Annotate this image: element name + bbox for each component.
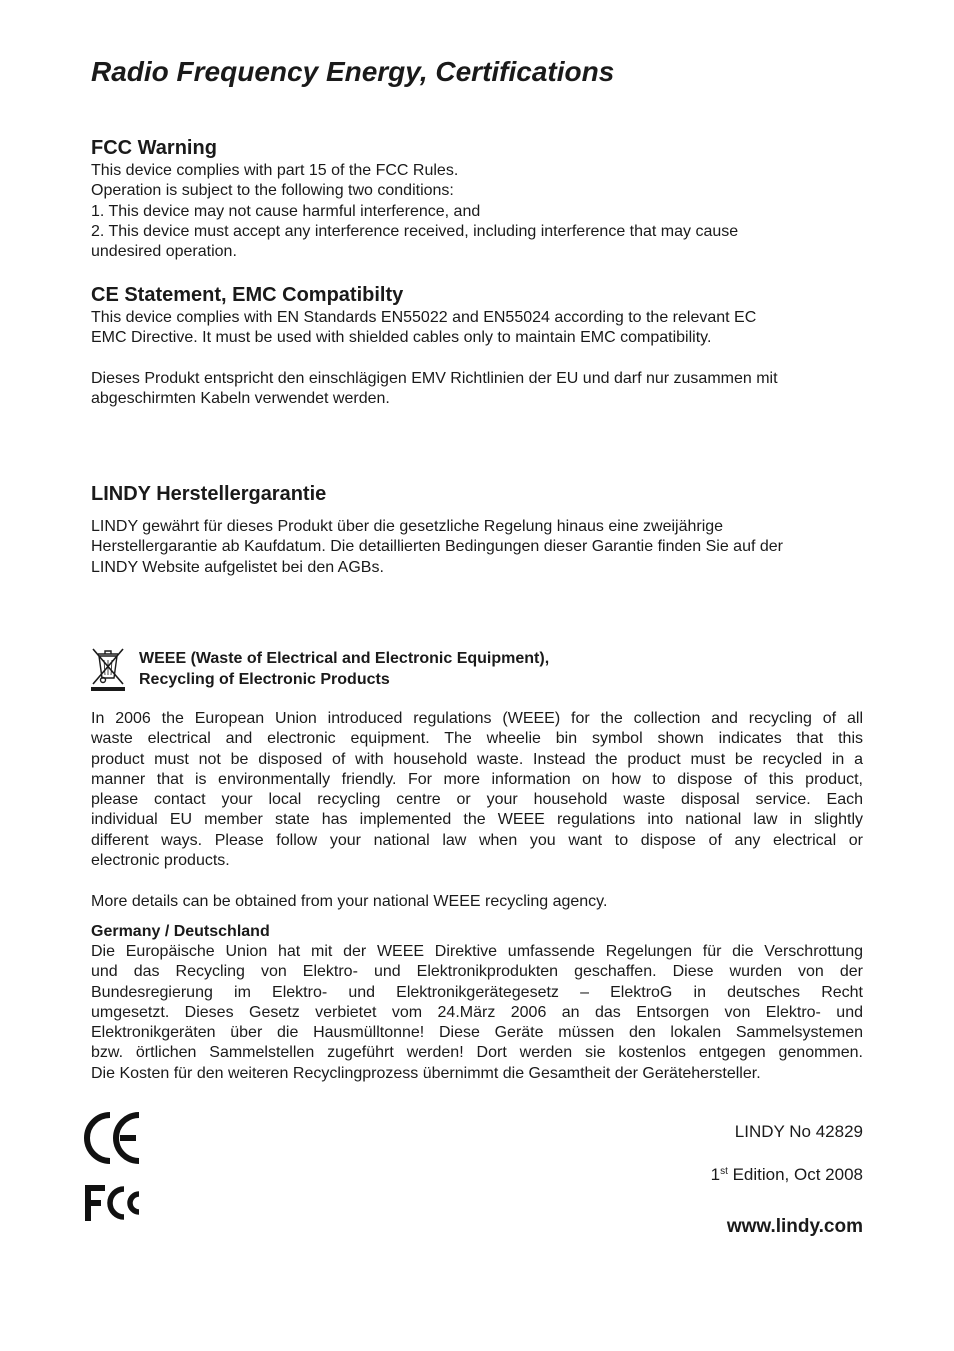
weee-title-line: WEEE (Waste of Electrical and Electronic Equipment), — [139, 650, 550, 667]
warranty-heading: LINDY Herstellergarantie — [91, 483, 327, 505]
germany-line: Elektronikgeräten über die Hausmülltonne! Diese Geräte müssen den lokalen Sammelsystemen — [91, 1024, 863, 1042]
product-number: LINDY No 42829 — [734, 1122, 863, 1141]
warranty-text — [91, 517, 783, 578]
germany-line: und das Recycling von Elektro- und Elektronikprodukten geschaffen. Diese wurden von der — [91, 963, 863, 981]
weee-line: different ways. Please follow your national law when you want to dispose of any electrical or — [91, 831, 863, 849]
warranty-line: LINDY Website aufgelistet bei den AGBs. — [91, 558, 384, 576]
ce-text-de — [91, 369, 778, 410]
warranty-line: LINDY gewährt für dieses Produkt über die gesetzliche Regelung hinaus eine zweijährige — [91, 518, 724, 535]
germany-line: Die Europäische Union hat mit der WEEE Direktive umfassende Regelungen für die Verschrottung — [91, 943, 863, 960]
fcc-line: Operation is subject to the following two conditions: — [91, 182, 454, 200]
weee-paragraph — [91, 709, 863, 871]
ce-heading: CE Statement, EMC Compatibilty — [91, 284, 404, 306]
weee-line: waste electrical and electronic equipment. The wheelie bin symbol shown indicates that this — [91, 730, 863, 748]
ce-line: EMC Directive. It must be used with shielded cables only to maintain EMC compatibility. — [91, 329, 712, 347]
more-details-line: More details can be obtained from your national WEEE recycling agency. — [91, 893, 608, 910]
weee-line: manner that is environmentally friendly. For more information on how to dispose of this product, — [91, 770, 863, 788]
fcc-text — [91, 161, 738, 262]
weee-line: individual EU member state has implemented the WEEE regulations into national law in slightly — [91, 811, 863, 829]
weee-more-details — [91, 892, 607, 912]
edition-ordinal: st — [720, 1166, 728, 1177]
fcc-logo — [84, 1183, 146, 1223]
weee-title — [139, 648, 549, 690]
ce-line: This device complies with EN Standards EN55022 and EN55024 according to the relevant EC — [91, 309, 757, 326]
weee-line: please contact your local recycling centre or your household waste disposal service. Each — [91, 791, 863, 809]
ce-text-en — [91, 308, 756, 349]
fcc-line: 1. This device may not cause harmful interference, and — [91, 202, 481, 220]
crossed-out-wheelie-bin-icon — [89, 646, 127, 692]
edition-text — [711, 1164, 863, 1185]
germany-heading: Germany / Deutschland — [91, 923, 270, 940]
fcc-line: This device complies with part 15 of the FCC Rules. — [91, 162, 459, 179]
germany-line: umgesetzt. Dieses Gesetz verbietet vom 24.März 2006 an das Entsorgen von Elektro- und — [91, 1003, 863, 1021]
germany-line: bzw. örtlichen Sammelstellen zugeführt werden! Dort werden sie kostenlos entgegen genommen. — [91, 1044, 863, 1062]
page-title: Radio Frequency Energy, Certifications — [91, 56, 615, 87]
website-link[interactable]: www.lindy.com — [726, 1216, 863, 1237]
ce-line: abgeschirmten Kabeln verwendet werden. — [91, 390, 390, 408]
ce-mark-logo — [84, 1111, 144, 1167]
warranty-line: Herstellergarantie ab Kaufdatum. Die detaillierten Bedingungen dieser Garantie finden Sie auf der — [91, 538, 783, 556]
fcc-line: undesired operation. — [91, 243, 237, 261]
germany-line: Die Kosten für den weiteren Recyclingprozess übernimmt die Gesamtheit der Gerätehersteller. — [91, 1064, 761, 1082]
edition-date: Edition, Oct 2008 — [727, 1165, 863, 1184]
weee-line: In 2006 the European Union introduced regulations (WEEE) for the collection and recycling of all — [91, 710, 863, 727]
weee-title-line: Recycling of Electronic Products — [139, 671, 390, 688]
fcc-line: 2. This device must accept any interference received, including interference that may cause — [91, 222, 739, 240]
edition-number: 1 — [710, 1165, 721, 1184]
ce-line: Dieses Produkt entspricht den einschlägigen EMV Richtlinien der EU und darf nur zusammen mit — [91, 370, 778, 387]
germany-paragraph — [91, 942, 863, 1084]
weee-line: product must not be disposed of with household waste. Instead the product must be recycled in a — [91, 750, 863, 768]
weee-line: electronic products. — [91, 852, 230, 870]
germany-line: Bundesregierung im Elektro- und Elektronikgerätegesetz – ElektroG in deutsches Recht — [91, 983, 863, 1001]
fcc-heading: FCC Warning — [91, 137, 217, 159]
